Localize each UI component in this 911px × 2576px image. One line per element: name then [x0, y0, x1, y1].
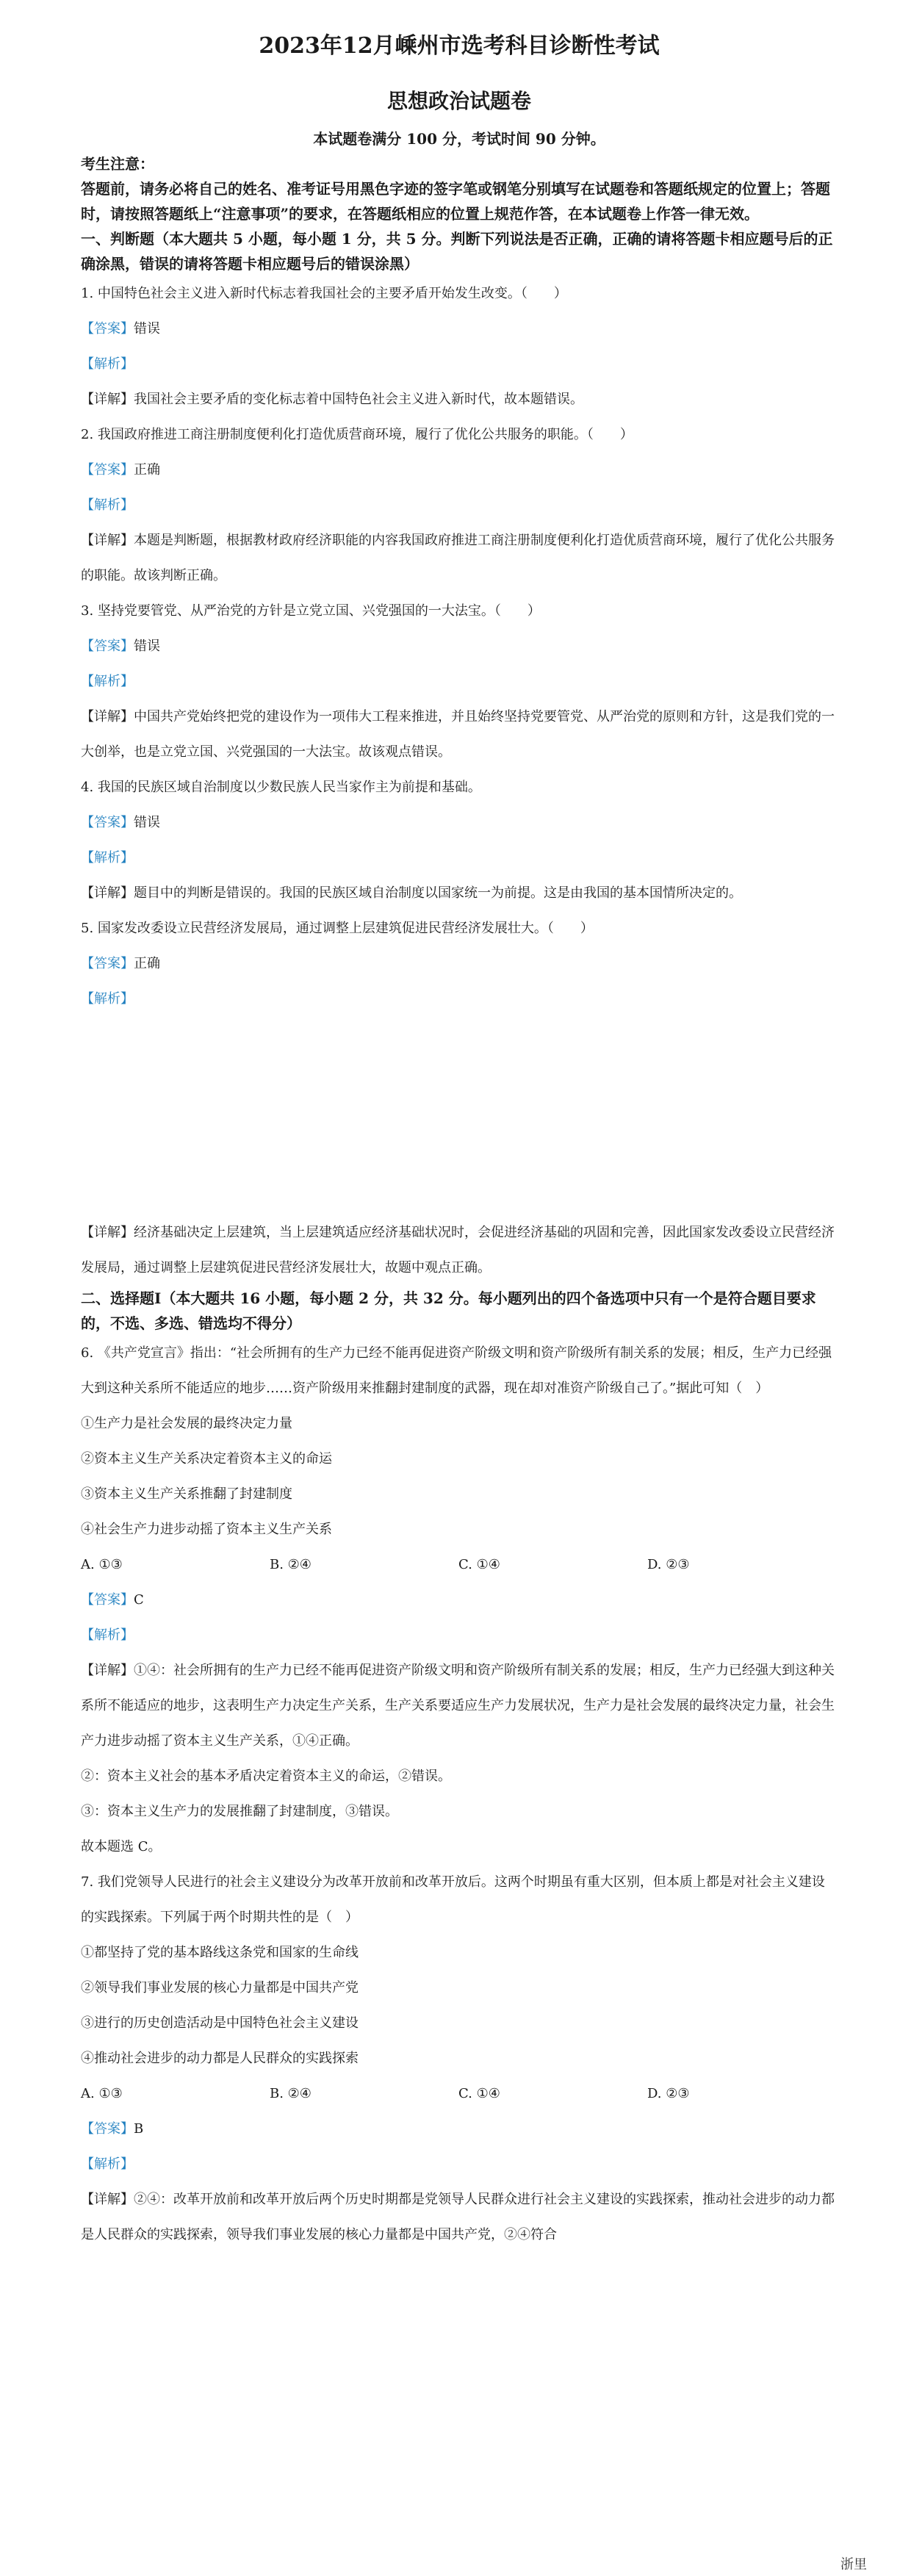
q6-detail-2: ②：资本主义社会的基本矛盾决定着资本主义的命运，②错误。 — [81, 1769, 451, 1784]
exam-subtitle: 思想政治试题卷 — [386, 89, 531, 113]
q2-question: 2. 我国政府推进工商注册制度便利化打造优质营商环境，履行了优化公共服务的职能。（ ） — [81, 427, 633, 442]
q2-detail — [81, 523, 838, 594]
q7-item: ②领导我们事业发展的核心力量都是中国共产党 — [81, 1980, 359, 1996]
q2-analysis-label: 【解析】 — [81, 497, 134, 513]
q6-item: ③资本主义生产关系推翻了封建制度 — [81, 1486, 292, 1502]
q7-item: ①都坚持了党的基本路线这条党和国家的生命线 — [81, 1945, 359, 1960]
q6-answer — [81, 1583, 838, 1618]
answer-label: 【答案】 — [81, 2121, 134, 2137]
q5-answer-value: 正确 — [134, 956, 160, 971]
q6-item: ①生产力是社会发展的最终决定力量 — [81, 1416, 292, 1431]
q6-detail-3: ③：资本主义生产力的发展推翻了封建制度，③错误。 — [81, 1804, 398, 1819]
q7-option-a: A. ①③ — [81, 2086, 123, 2101]
q7-options — [81, 2076, 838, 2112]
q3-question: 3. 坚持党要管党、从严治党的方针是立党立国、兴党强国的一大法宝。（ ） — [81, 603, 541, 619]
footer-mark: 浙里 — [840, 2557, 867, 2572]
q6-option-d: D. ②③ — [647, 1557, 690, 1572]
q7-option-c: C. ①④ — [458, 2086, 500, 2101]
q4-analysis-label: 【解析】 — [81, 850, 134, 866]
q6-option-b: B. ②④ — [270, 1557, 312, 1572]
detail-label: 【详解】 — [81, 709, 134, 724]
exam-title: 2023年12月嵊州市选考科目诊断性考试 — [259, 33, 660, 59]
q4-answer — [81, 805, 838, 841]
q1-answer-value: 错误 — [134, 321, 160, 337]
q7-answer — [81, 2112, 838, 2147]
answer-label: 【答案】 — [81, 956, 134, 971]
q7-option-d: D. ②③ — [647, 2086, 690, 2101]
q3-detail — [81, 699, 838, 770]
detail-label: 【详解】 — [81, 885, 134, 901]
q4-question: 4. 我国的民族区域自治制度以少数民族人民当家作主为前提和基础。 — [81, 780, 481, 795]
detail-label: 【详解】 — [81, 1663, 134, 1678]
answer-label: 【答案】 — [81, 462, 134, 478]
q6-detail — [81, 1653, 838, 1759]
q6-item: ④社会生产力进步动摇了资本主义生产关系 — [81, 1522, 332, 1537]
detail-label: 【详解】 — [81, 392, 134, 407]
q6-analysis-label: 【解析】 — [81, 1627, 134, 1643]
q7-item: ③进行的历史创造活动是中国特色社会主义建设 — [81, 2015, 359, 2031]
q6-detail-text: ①④：社会所拥有的生产力已经不能再促进资产阶级文明和资产阶级所有制关系的发展；相反，生产力已经强大到这种关系所不能适应的地步，这表明生产力决定生产关系，生产关系要适应生产力发展状况，生产力是社会发展的最终决定力量，社会生产力进步动摇了资本主义生产关系，①④正确。 — [81, 1663, 835, 1749]
q3-detail-text: 中国共产党始终把党的建设作为一项伟大工程来推进，并且始终坚持党要管党、从严治党的原则和方针，这是我们党的一大创举，也是立党立国、兴党强国的一大法宝。故该观点错误。 — [81, 709, 835, 760]
q3-answer — [81, 629, 838, 664]
q5-analysis-label: 【解析】 — [81, 991, 134, 1007]
q4-answer-value: 错误 — [134, 815, 160, 830]
q6-conclusion: 故本题选 C。 — [81, 1839, 162, 1854]
q1-analysis-label: 【解析】 — [81, 356, 134, 372]
q7-detail — [81, 2182, 838, 2253]
blank-space — [81, 1017, 838, 1215]
detail-label: 【详解】 — [81, 2192, 134, 2207]
answer-label: 【答案】 — [81, 638, 134, 654]
q6-options — [81, 1547, 838, 1583]
answer-label: 【答案】 — [81, 1592, 134, 1608]
exam-info: 本试题卷满分 100 分，考试时间 90 分钟。 — [313, 130, 605, 148]
q7-option-b: B. ②④ — [270, 2086, 312, 2101]
answer-label: 【答案】 — [81, 321, 134, 337]
q1-detail — [81, 382, 838, 417]
q7-answer-value: B — [134, 2121, 144, 2137]
q7-question: 7. 我们党领导人民进行的社会主义建设分为改革开放前和改革开放后。这两个时期虽有重大区别，但本质上都是对社会主义建设的实践探索。下列属于两个时期共性的是（ ） — [81, 1874, 825, 1925]
q4-detail-text: 题目中的判断是错误的。我国的民族区域自治制度以国家统一为前提。这是由我国的基本国情所决定的。 — [134, 885, 742, 901]
q2-answer — [81, 453, 838, 488]
detail-label: 【详解】 — [81, 1225, 134, 1240]
q6-question: 6. 《共产党宣言》指出：“社会所拥有的生产力已经不能再促进资产阶级文明和资产阶级所有制关系的发展；相反，生产力已经强大到这种关系所不能适应的地步……资产阶级用来推翻封建制度的武器，现在却对准资产阶级自己了。”据此可知（ ） — [81, 1345, 832, 1396]
q6-item: ②资本主义生产关系决定着资本主义的命运 — [81, 1451, 332, 1467]
q3-analysis-label: 【解析】 — [81, 674, 134, 689]
q5-question: 5. 国家发改委设立民营经济发展局，通过调整上层建筑促进民营经济发展壮大。（ ） — [81, 921, 594, 936]
answer-label: 【答案】 — [81, 815, 134, 830]
q2-detail-text: 本题是判断题，根据教材政府经济职能的内容我国政府推进工商注册制度便利化打造优质营商环境，履行了优化公共服务的职能。故该判断正确。 — [81, 533, 835, 583]
q5-detail — [81, 1215, 838, 1286]
q2-answer-value: 正确 — [134, 462, 160, 478]
q6-answer-value: C — [134, 1592, 144, 1608]
q6-option-c: C. ①④ — [458, 1557, 500, 1572]
q7-detail-text: ②④：改革开放前和改革开放后两个历史时期都是党领导人民群众进行社会主义建设的实践探索，推动社会进步的动力都是人民群众的实践探索，领导我们事业发展的核心力量都是中国共产党，②④符合 — [81, 2192, 835, 2242]
q7-item: ④推动社会进步的动力都是人民群众的实践探索 — [81, 2051, 359, 2066]
q4-detail — [81, 876, 838, 911]
q5-answer — [81, 946, 838, 982]
notice-body: 答题前，请务必将自己的姓名、准考证号用黑色字迹的签字笔或钢笔分别填写在试题卷和答题纸规定的位置上；答题时，请按照答题纸上“注意事项”的要求，在答题纸相应的位置上规范作答，在本试题卷上作答一律无效。 — [81, 180, 830, 223]
notice-heading: 考生注意： — [81, 155, 154, 173]
q7-analysis-label: 【解析】 — [81, 2156, 134, 2172]
q1-answer — [81, 312, 838, 347]
q3-answer-value: 错误 — [134, 638, 160, 654]
detail-label: 【详解】 — [81, 533, 134, 548]
section2-heading: 二、选择题Ⅰ（本大题共 16 小题，每小题 2 分，共 32 分。每小题列出的四个备选项中只有一个是符合题目要求的，不选、多选、错选均不得分） — [81, 1289, 816, 1332]
q5-detail-text: 经济基础决定上层建筑，当上层建筑适应经济基础状况时，会促进经济基础的巩固和完善，因此国家发改委设立民营经济发展局，通过调整上层建筑促进民营经济发展壮大，故题中观点正确。 — [81, 1225, 835, 1276]
q1-question: 1. 中国特色社会主义进入新时代标志着我国社会的主要矛盾开始发生改变。（ ） — [81, 286, 567, 301]
q6-option-a: A. ①③ — [81, 1557, 123, 1572]
section1-heading: 一、判断题（本大题共 5 小题，每小题 1 分，共 5 分。判断下列说法是否正确，正确的请将答题卡相应题号后的正确涂黑，错误的请将答题卡相应题号后的错误涂黑） — [81, 230, 833, 273]
exam-page — [81, 29, 838, 2253]
q1-detail-text: 我国社会主要矛盾的变化标志着中国特色社会主义进入新时代，故本题错误。 — [134, 392, 583, 407]
